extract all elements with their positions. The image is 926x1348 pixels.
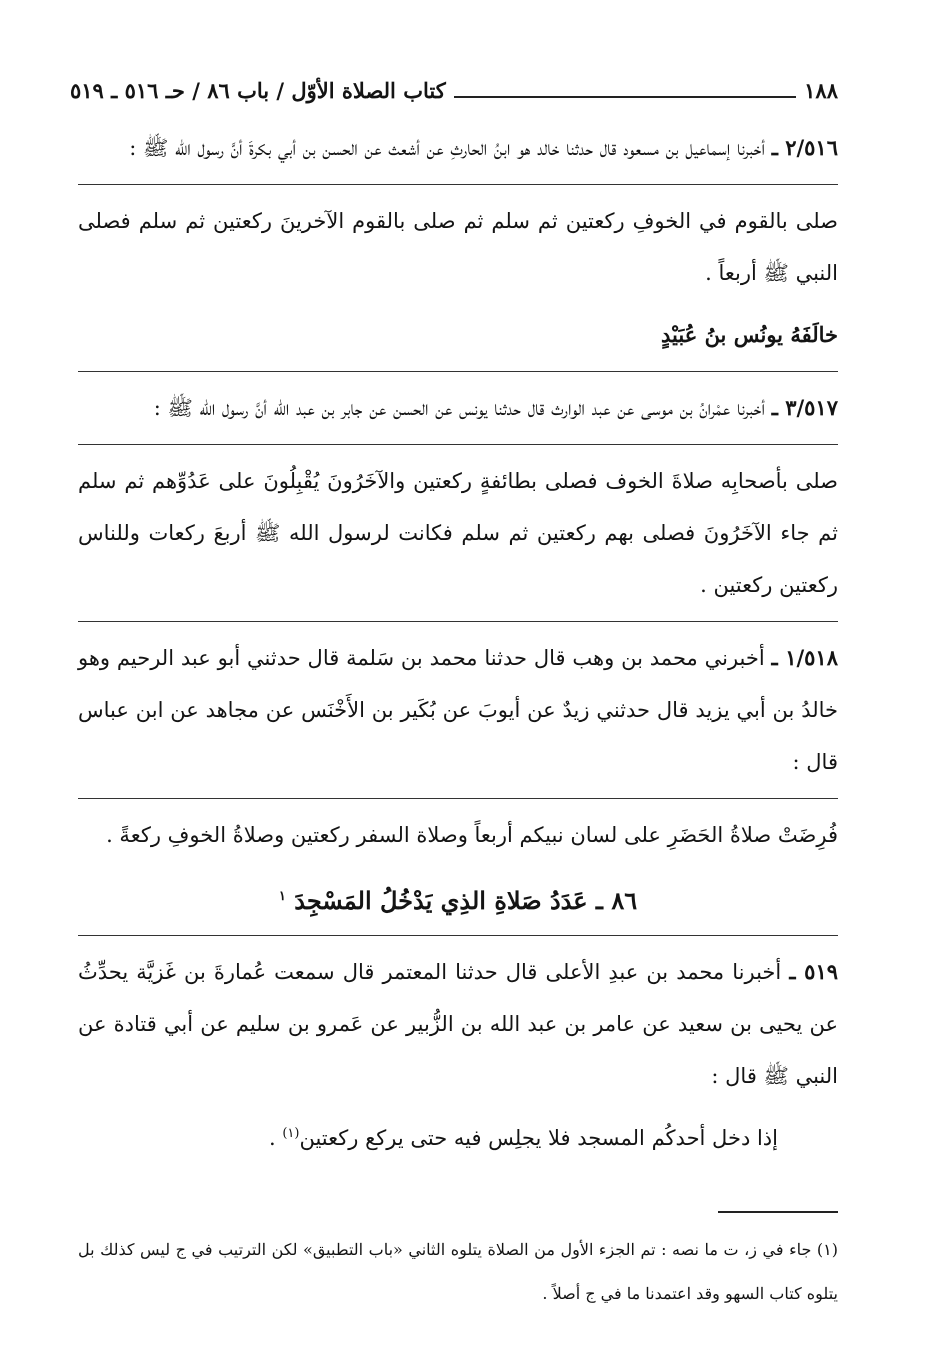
separator-rule xyxy=(78,184,838,185)
chapter-heading-text: ٨٦ ـ عَدَدُ صَلاةِ الذِي يَدْخُلُ المَسْجِدَ xyxy=(294,886,638,915)
separator-rule xyxy=(78,798,838,799)
footnote-1: (١) جاء في ز، ت ما نصه : تم الجزء الأول من الصلاة يتلوه الثاني «باب التطبيق» لكن الترتيب في ج ليس كذلك بل يتلوه كتاب السهو وقد اعتمدنا ما في ج أصلاً . xyxy=(78,1240,838,1303)
hadith-number: ١/٥١٨ ـ xyxy=(771,645,838,670)
chapter-heading-mark: ١ xyxy=(278,889,286,904)
hadith-518-matn: فُرِضَتْ صلاةُ الحَضَرِ على لسان نبيكم أربعاً وصلاة السفر ركعتين وصلاةُ الخوفِ ركعةً . xyxy=(106,823,838,847)
hadith-517-isnad xyxy=(78,382,838,434)
footnotes xyxy=(78,1228,838,1316)
running-title: كتاب الصلاة الأوّل / باب ٨٦ / حـ ٥١٦ ـ ٥١٩ xyxy=(70,77,446,103)
hadith-519-matn xyxy=(78,1112,838,1164)
isnad-text: أخبرنا عمْرانُ بن موسى عن عبد الوارث قال حدثنا يونس عن الحسن عن جابر بن عبد الله أنَّ رسول الله ﷺ : xyxy=(153,396,766,420)
footnote-rule xyxy=(718,1211,838,1213)
hadith-519-isnad xyxy=(78,946,838,1102)
isnad-text: أخبرني محمد بن وهب قال حدثنا محمد بن سَلمة قال حدثني أبو عبد الرحيم وهو خالدُ بن أبي يزيد قال حدثني زيدٌ عن أيوبَ عن بُكَير بن الأَخْنَس عن مجاهد عن ابن عباس قال : xyxy=(78,646,838,774)
hadith-number: ٢/٥١٦ ـ xyxy=(771,135,838,160)
isnad-text: أخبرنا إسماعيل بن مسعود قال حدثنا خالد هو ابنُ الحارثِ عن أشعث عن الحسن بن أبي بكرةَ أنَّ رسول الله ﷺ : xyxy=(129,136,766,160)
header-rule xyxy=(454,82,796,98)
hadith-number: ٣/٥١٧ ـ xyxy=(771,395,838,420)
hadith-516-isnad xyxy=(78,122,838,174)
hadith-516-note: خالَفَهُ يونُس بنُ عُبَيْدٍ xyxy=(661,322,838,347)
matn-end: . xyxy=(268,1126,283,1150)
separator-rule xyxy=(78,444,838,445)
separator-rule xyxy=(78,621,838,622)
hadith-518-isnad xyxy=(78,632,838,788)
footnote-marker: (١) xyxy=(282,1126,300,1141)
chapter-heading xyxy=(78,875,838,927)
separator-rule xyxy=(78,371,838,372)
page-header xyxy=(70,72,838,108)
hadith-516-matn: صلى بالقوم في الخوفِ ركعتين ثم سلم ثم صلى بالقوم الآخرينَ ركعتين ثم سلم فصلى النبي ﷺ أربعاً . xyxy=(78,209,838,285)
page-number: ١٨٨ xyxy=(804,77,838,103)
matn-text: إذا دخل أحدكُم المسجد فلا يجلِس فيه حتى يركع ركعتين xyxy=(299,1126,778,1150)
hadith-517-matn: صلى بأصحابِه صلاةَ الخوف فصلى بطائفةٍ ركعتين والآخَرُونَ يُقْبِلُونَ على عَدُوِّهم ثم سلم ثم جاء الآخَرُونَ فصلى بهم ركعتين ثم سلم فكانت لرسول الله ﷺ أربعَ ركعات وللناس ركعتين ركعتين . xyxy=(78,469,838,597)
page-body xyxy=(78,122,838,1174)
separator-rule xyxy=(78,935,838,936)
isnad-text: أخبرنا محمد بن عبدِ الأعلى قال حدثنا المعتمر قال سمعت عُمارةَ بن غَزيَّة يحدِّثُ عن يحيى بن سعيد عن عامر بن عبد الله بن الزُّبير عن عَمرو بن سليم عن أبي قتادة عن النبي ﷺ قال : xyxy=(78,960,838,1088)
hadith-number: ٥١٩ ـ xyxy=(789,959,839,984)
